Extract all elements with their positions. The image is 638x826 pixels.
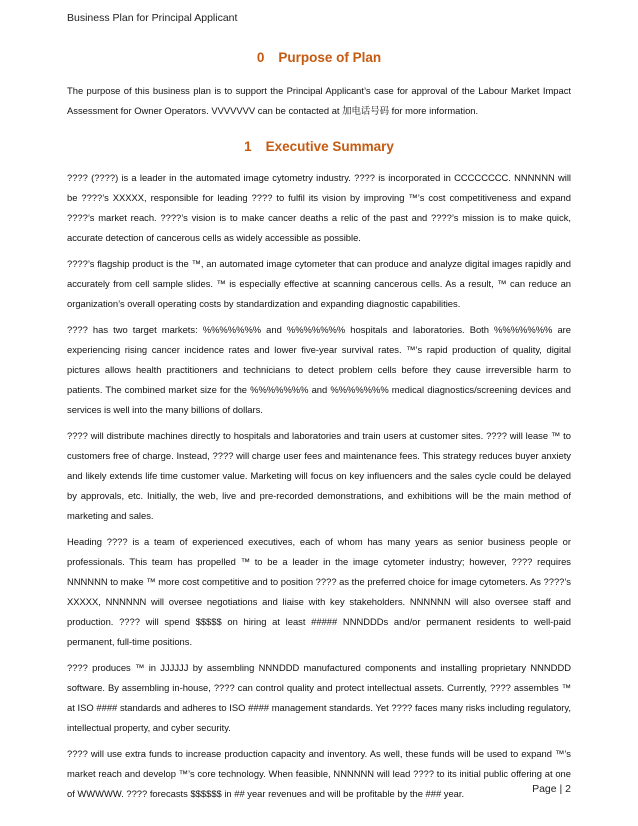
summary-paragraph: ????’s flagship product is the ™, an automated image cytometer that can produce and analyze digital images rapidly and accurately from cell sample slides. ™ is especially effective at scanning cancerous cells. As a result, ™ can reduce an organization’s overall operating costs by standardization and expanding diagnostic capabilities.	[67, 258, 571, 309]
section-number: 1	[244, 139, 252, 154]
section-title: Purpose of Plan	[278, 50, 382, 65]
summary-paragraph: Heading ???? is a team of experienced executives, each of whom has many years as senior business people or professionals. This team has propelled ™ to be a leader in the image cytometer industry; however, ???? requires NNNNNN to make ™ more cost competitive and to position ???? as the preferred choice for image cytometers. As ????’s XXXXX, NNNNNN will oversee negotiations and liaise with key stakeholders. NNNNNN will also oversee staff and production. ???? will spend $$$$$ on hiring at least ##### NNNDDDs and/or permanent residents to well-paid permanent, full-time positions.	[67, 536, 571, 647]
section-number: 0	[256, 50, 265, 65]
running-header: Business Plan for Principal Applicant	[67, 12, 238, 24]
summary-paragraph: ???? will use extra funds to increase production capacity and inventory. As well, these funds will be used to expand ™’s market reach and develop ™’s core technology. When feasible, NNNNNN will lead ???? to its initial public offering at one of WWWWW. ???? forecasts $$$$$$ in ## year revenues and will be profitable by the ### year.	[67, 748, 571, 799]
summary-paragraph: ???? will distribute machines directly to hospitals and laboratories and train users at customer sites. ???? will lease ™ to customers free of charge. Instead, ???? will charge user fees and maintenance fees. This strategy reduces buyer anxiety and likely extends life time customer value. Marketing will focus on key influencers and the sales cycle could be delayed by approvals, etc. Initially, the web, live and pre-recorded demonstrations, and exhibitions will be the main method of marketing and sales.	[67, 430, 571, 521]
page-number: Page | 2	[532, 783, 571, 795]
summary-paragraph: ???? produces ™ in JJJJJJ by assembling NNNDDD manufactured components and installing proprietary NNNDDD software. By assembling in-house, ???? can control quality and protect intellectual assets. Currently, ???? assembles ™ at ISO #### standards and adheres to ISO #### management standards. Yet ???? faces many risks including regulatory, intellectual property, and cyber security.	[67, 662, 571, 733]
purpose-paragraph: The purpose of this business plan is to support the Principal Applicant’s case for approval of the Labour Market Impact Assessment for Owner Operators. VVVVVVV can be contacted at 加电话号码 for more information.	[67, 85, 571, 116]
summary-paragraph: ???? (????) is a leader in the automated image cytometry industry. ???? is incorporated in CCCCCCCC. NNNNNN will be ????’s XXXXX, responsible for leading ???? to fulfil its vision by improving ™’s cost competitiveness and expand ????’s market reach. ????’s vision is to make cancer deaths a relic of the past and ????’s mission is to make quick, accurate detection of cancerous cells as widely accessible as possible.	[67, 172, 571, 243]
section-title: Executive Summary	[265, 139, 394, 154]
page-content	[67, 50, 571, 810]
section-heading-executive-summary	[67, 139, 571, 154]
summary-paragraph: ???? has two target markets: %%%%%%% and %%%%%%% hospitals and laboratories. Both %%%%%%% are experiencing rising cancer incidence rates and lower five-year survival rates. ™’s rapid production of quality, digital pictures allows health practitioners and technicians to detect problem cells before they cause irreversible harm to patients. The combined market size for the %%%%%%% and %%%%%%% medical diagnostics/screening devices and services is well into the many billions of dollars.	[67, 324, 571, 415]
section-heading-purpose	[67, 50, 571, 65]
